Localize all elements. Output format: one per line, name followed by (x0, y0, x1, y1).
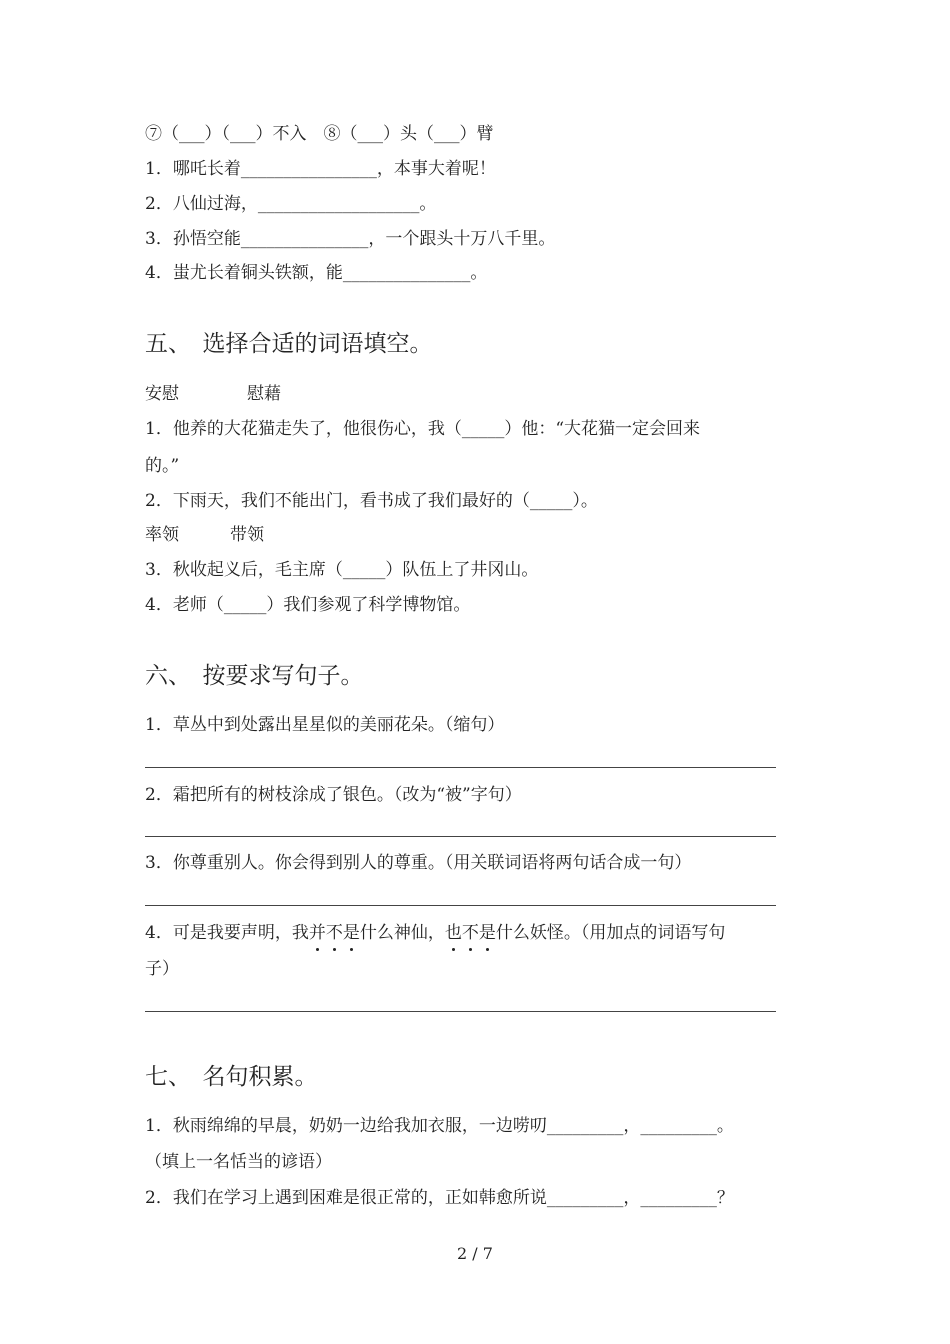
word-choices-a: 安慰 慰藉 (145, 384, 281, 404)
section-6-heading: 六、 按要求写句子。 (145, 663, 364, 689)
fill-item-2: 2．八仙过海，___________________。 (145, 194, 437, 214)
q4-text-mid: 什么神仙， (359, 923, 445, 943)
section-5-item-4: 4．老师（_____）我们参观了科学博物馆。 (145, 595, 471, 615)
section-5-item-2: 2．下雨天，我们不能出门，看书成了我们最好的（_____）。 (145, 491, 598, 511)
section-6-question-4-cont: 子） (145, 959, 179, 979)
section-7-item-1: 1．秋雨绵绵的早晨，奶奶一边给我加衣服，一边唠叨_________，_________。 (145, 1116, 734, 1136)
section-5-item-1: 1．他养的大花猫走失了，他很伤心，我（_____）他：“大花猫一定会回来 (145, 419, 701, 439)
section-6-question-3: 3．你尊重别人。你会得到别人的尊重。（用关联词语将两句话合成一句） (145, 853, 692, 873)
q4-text-pre: 4．可是我要声明，我 (145, 923, 309, 943)
section-6-question-2: 2．霜把所有的树枝涂成了银色。（改为“被”字句） (145, 785, 522, 805)
section-7-item-1-note: （填上一名恬当的谚语） (145, 1152, 332, 1172)
answer-line-2[interactable] (145, 836, 776, 837)
idiom-line: ⑦（___）（___）不入 ⑧（___）头（___）臂 (145, 124, 494, 144)
page-number: 2 / 7 (457, 1244, 493, 1263)
dotted-char: 是 (478, 923, 496, 943)
dotted-char: 不 (325, 923, 343, 943)
dotted-char: 是 (342, 923, 360, 943)
q4-text-post: 什么妖怪。（用加点的词语写句 (495, 923, 726, 943)
dotted-char: 也 (444, 923, 462, 943)
word-choices-b: 率领 带领 (145, 525, 264, 545)
dotted-char: 不 (461, 923, 479, 943)
fill-item-4: 4．蚩尤长着铜头铁额，能_______________。 (145, 263, 488, 283)
answer-line-4[interactable] (145, 1011, 776, 1012)
answer-line-1[interactable] (145, 767, 776, 768)
section-7-heading: 七、 名句积累。 (145, 1064, 318, 1090)
section-7-item-2: 2．我们在学习上遇到困难是很正常的，正如韩愈所说_________，_________？ (145, 1188, 734, 1208)
section-6-question-1: 1．草丛中到处露出星星似的美丽花朵。（缩句） (145, 715, 505, 735)
fill-item-3: 3．孙悟空能_______________，一个跟头十万八千里。 (145, 229, 556, 249)
answer-line-3[interactable] (145, 905, 776, 906)
section-6-question-4 (145, 922, 725, 944)
fill-item-1: 1．哪吒长着________________，本事大着呢！ (145, 159, 496, 179)
section-5-heading: 五、 选择合适的词语填空。 (145, 331, 433, 357)
section-5-item-1-cont: 的。” (145, 456, 180, 476)
dotted-char: 并 (308, 923, 326, 943)
section-5-item-3: 3．秋收起义后，毛主席（_____）队伍上了井冈山。 (145, 560, 539, 580)
